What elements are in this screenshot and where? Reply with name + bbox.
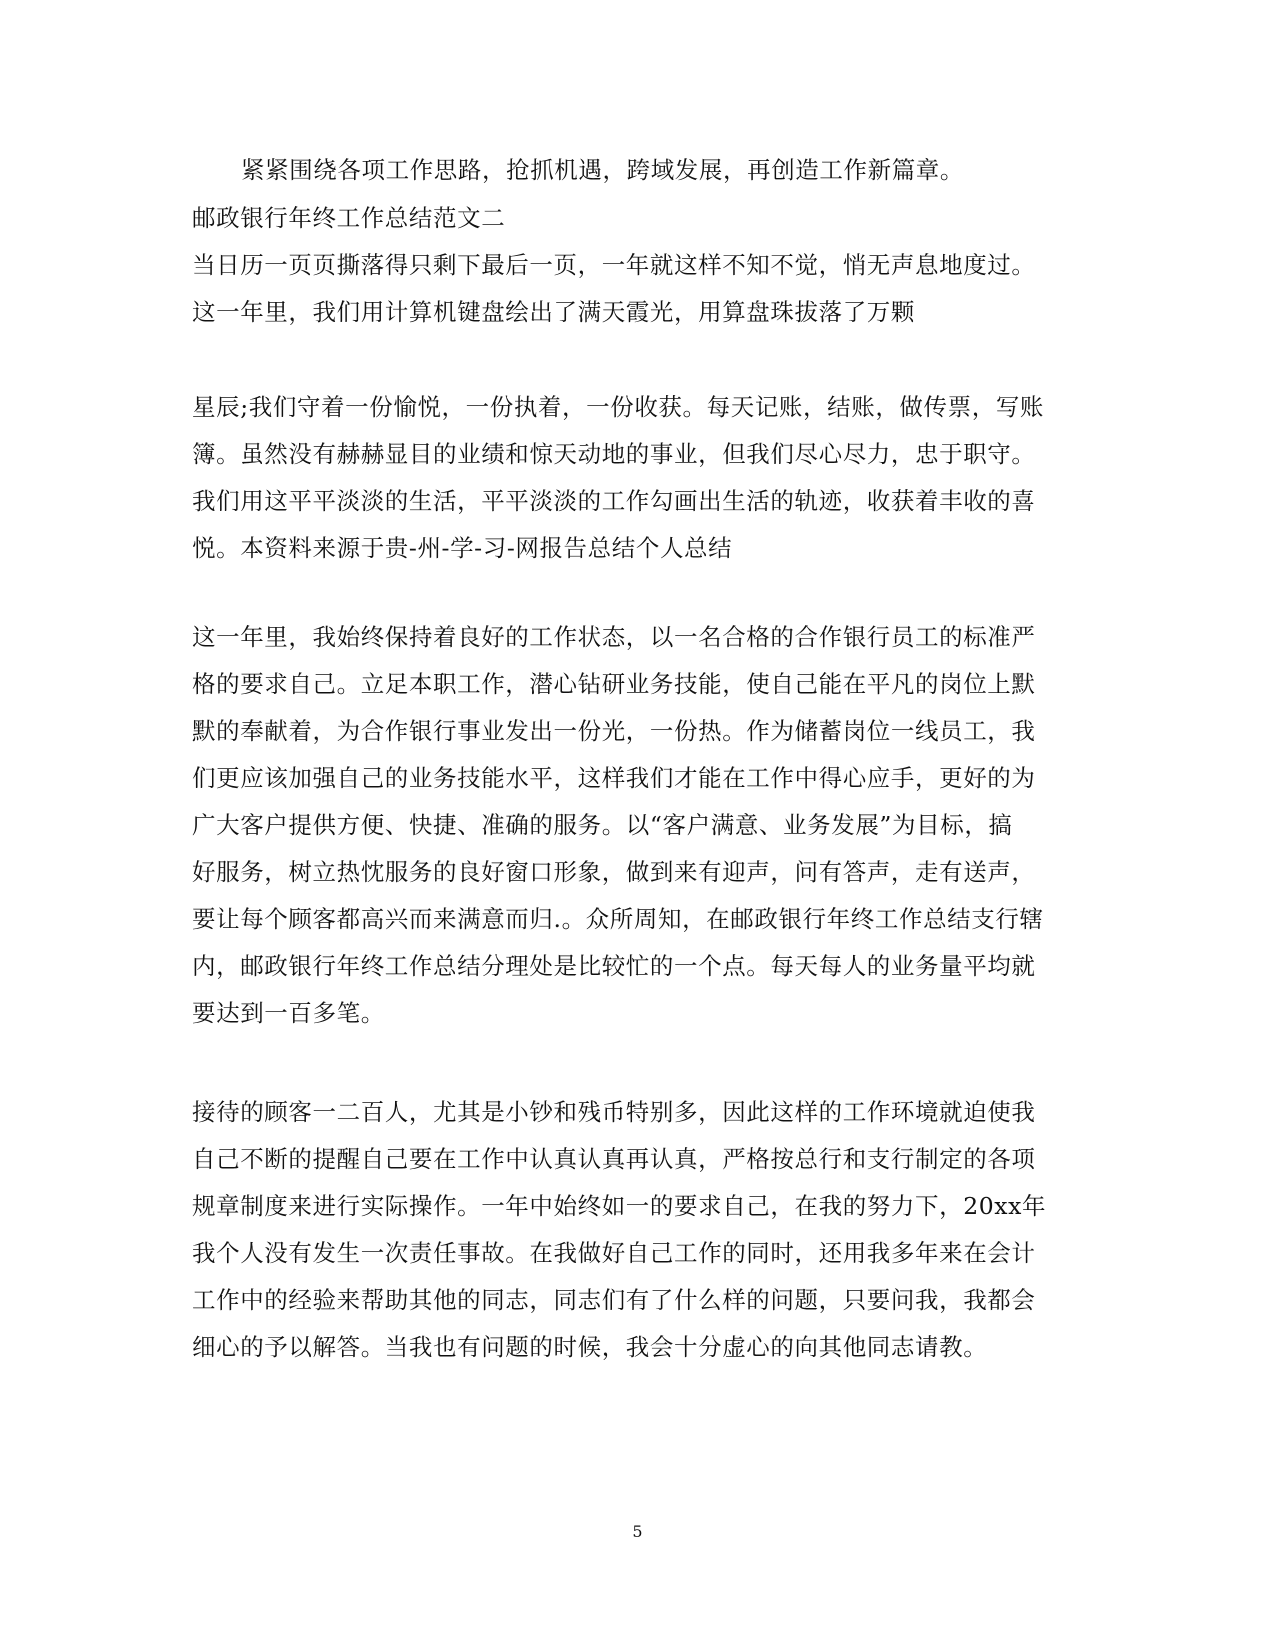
body-line-15: 要让每个顾客都高兴而来满意而归.。众所周知，在邮政银行年终工作总结支行辖: [192, 905, 1044, 933]
body-line-4: 这一年里，我们用计算机键盘绘出了满天霞光，用算盘珠拔落了万颗: [192, 298, 915, 326]
body-line-20: 规章制度来进行实际操作。一年中始终如一的要求自己，在我的努力下，20xx年: [192, 1192, 1047, 1220]
body-line-22: 工作中的经验来帮助其他的同志，同志们有了什么样的问题，只要问我，我都会: [192, 1286, 1036, 1314]
body-line-17: 要达到一百多笔。: [192, 999, 385, 1027]
body-line-14: 好服务，树立热忱服务的良好窗口形象，做到来有迎声，问有答声，走有送声，: [192, 858, 1036, 886]
body-line-21: 我个人没有发生一次责任事故。在我做好自己工作的同时，还用我多年来在会计: [192, 1239, 1036, 1267]
body-line-18: 接待的顾客一二百人，尤其是小钞和残币特别多，因此这样的工作环境就迫使我: [192, 1098, 1036, 1126]
body-line-5: 星辰;我们守着一份愉悦，一份执着，一份收获。每天记账，结账，做传票，写账: [192, 393, 1045, 421]
body-line-23: 细心的予以解答。当我也有问题的时候，我会十分虚心的向其他同志请教。: [192, 1333, 988, 1361]
section-heading: 邮政银行年终工作总结范文二: [192, 204, 506, 232]
body-line-13: 广大客户提供方便、快捷、准确的服务。以“客户满意、业务发展”为目标，搞: [192, 811, 1013, 839]
page-number: 5: [632, 1522, 643, 1541]
body-line-9: 这一年里，我始终保持着良好的工作状态，以一名合格的合作银行员工的标准严: [192, 623, 1036, 651]
body-line-1: 紧紧围绕各项工作思路，抢抓机遇，跨域发展，再创造工作新篇章。: [241, 156, 964, 184]
body-line-7: 我们用这平平淡淡的生活，平平淡淡的工作勾画出生活的轨迹，收获着丰收的喜: [192, 487, 1036, 515]
body-line-8: 悦。本资料来源于贵-州-学-习-网报告总结个人总结: [192, 534, 733, 562]
body-line-16: 内，邮政银行年终工作总结分理处是比较忙的一个点。每天每人的业务量平均就: [192, 952, 1036, 980]
body-line-11: 默的奉献着，为合作银行事业发出一份光，一份热。作为储蓄岗位一线员工，我: [192, 717, 1036, 745]
body-line-3: 当日历一页页撕落得只剩下最后一页，一年就这样不知不觉，悄无声息地度过。: [192, 251, 1036, 279]
body-line-6: 簿。虽然没有赫赫显目的业绩和惊天动地的事业，但我们尽心尽力，忠于职守。: [192, 440, 1036, 468]
body-line-19: 自己不断的提醒自己要在工作中认真认真再认真，严格按总行和支行制定的各项: [192, 1145, 1036, 1173]
body-line-12: 们更应该加强自己的业务技能水平，这样我们才能在工作中得心应手，更好的为: [192, 764, 1036, 792]
body-line-10: 格的要求自己。立足本职工作，潜心钻研业务技能，使自己能在平凡的岗位上默: [192, 670, 1036, 698]
